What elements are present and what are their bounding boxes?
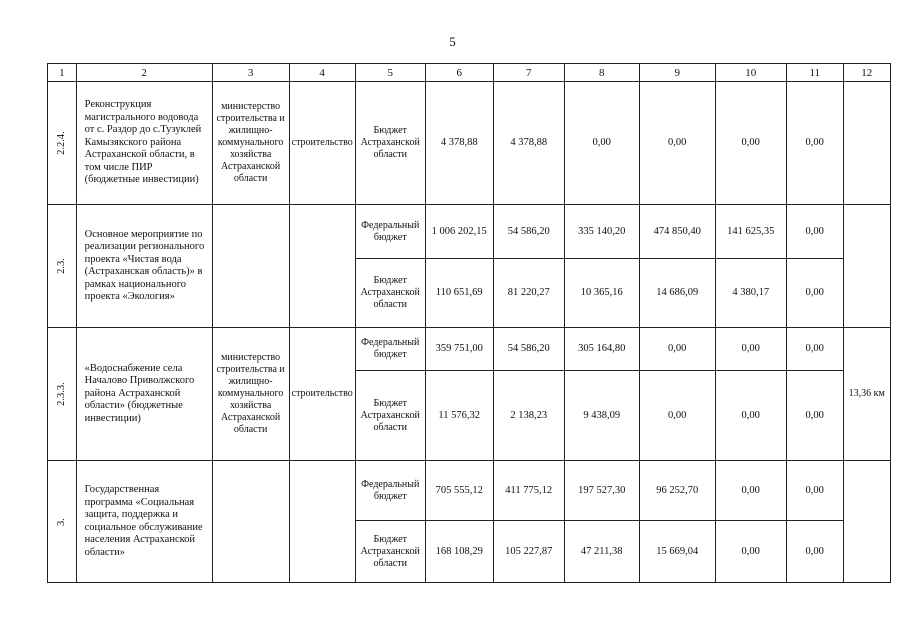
header-cell: 2 [76, 64, 212, 82]
header-cell: 5 [355, 64, 425, 82]
value-cell: 81 220,27 [493, 259, 564, 328]
value-cell: 0,00 [639, 328, 715, 371]
funding-source: Федеральный бюджет [355, 205, 425, 259]
value-cell: 4 380,17 [715, 259, 786, 328]
length-value: 13,36 км [843, 328, 890, 461]
value-cell: 0,00 [715, 461, 786, 521]
executor: министерство строительства и жилищно-коммунального хозяйства Астраханской области [212, 328, 289, 461]
funding-source: Федеральный бюджет [355, 328, 425, 371]
table-row [48, 205, 891, 259]
value-cell: 168 108,29 [425, 521, 493, 583]
value-cell: 9 438,09 [564, 371, 639, 461]
value-cell: 96 252,70 [639, 461, 715, 521]
value-cell: 0,00 [786, 521, 843, 583]
value-cell: 2 138,23 [493, 371, 564, 461]
value-cell: 10 365,16 [564, 259, 639, 328]
funding-source: Бюджет Астраханской области [355, 521, 425, 583]
value-cell: 0,00 [786, 328, 843, 371]
item-name: Государственная программа «Социальная защита, поддержка и социальное обслуживание населения Астраханской области» [76, 461, 212, 583]
work-type: строительство [289, 328, 355, 461]
value-cell: 54 586,20 [493, 328, 564, 371]
value-cell: 47 211,38 [564, 521, 639, 583]
value-cell: 305 164,80 [564, 328, 639, 371]
value-cell: 359 751,00 [425, 328, 493, 371]
executor [212, 205, 289, 328]
value-cell: 197 527,30 [564, 461, 639, 521]
value-cell: 705 555,12 [425, 461, 493, 521]
row-code: 3. [55, 517, 67, 526]
item-name: Реконструкция магистрального водовода от с. Раздор до с.Тузуклей Камызякского района Астраханской области, в том числе ПИР (бюджетные инвестиции) [76, 82, 212, 205]
value-cell: 0,00 [786, 371, 843, 461]
value-cell: 335 140,20 [564, 205, 639, 259]
header-row [48, 64, 891, 82]
value-cell: 0,00 [786, 205, 843, 259]
header-cell: 10 [715, 64, 786, 82]
header-cell: 8 [564, 64, 639, 82]
funding-source: Бюджет Астраханской области [355, 259, 425, 328]
value-cell: 0,00 [715, 521, 786, 583]
funding-source: Бюджет Астраханской области [355, 82, 425, 205]
value-cell: 0,00 [715, 371, 786, 461]
value-cell: 0,00 [564, 82, 639, 205]
header-cell: 4 [289, 64, 355, 82]
header-cell: 9 [639, 64, 715, 82]
value-cell: 0,00 [639, 371, 715, 461]
item-name: Основное мероприятие по реализации регионального проекта «Чистая вода (Астраханская область)» в рамках национального проекта «Экология» [76, 205, 212, 328]
work-type [289, 461, 355, 583]
value-cell: 0,00 [786, 82, 843, 205]
value-cell: 0,00 [786, 461, 843, 521]
header-cell: 7 [493, 64, 564, 82]
header-cell: 11 [786, 64, 843, 82]
page-number: 5 [449, 34, 456, 49]
value-cell: 4 378,88 [493, 82, 564, 205]
work-type [289, 205, 355, 328]
value-cell: 105 227,87 [493, 521, 564, 583]
value-cell: 411 775,12 [493, 461, 564, 521]
value-cell: 11 576,32 [425, 371, 493, 461]
value-cell: 14 686,09 [639, 259, 715, 328]
value-cell: 0,00 [715, 82, 786, 205]
executor [212, 461, 289, 583]
work-type: строительство [289, 82, 355, 205]
funding-source: Бюджет Астраханской области [355, 371, 425, 461]
value-cell: 141 625,35 [715, 205, 786, 259]
value-cell: 4 378,88 [425, 82, 493, 205]
header-cell: 1 [48, 64, 77, 82]
table-row [48, 461, 891, 521]
row-code: 2.3. [55, 258, 67, 274]
value-cell: 0,00 [639, 82, 715, 205]
row-code: 2.2.4. [55, 131, 67, 155]
value-cell: 1 006 202,15 [425, 205, 493, 259]
item-name: «Водоснабжение села Началово Приволжского района Астраханской области» (бюджетные инвестиции) [76, 328, 212, 461]
value-cell: 474 850,40 [639, 205, 715, 259]
table-row [48, 82, 891, 205]
value-cell: 15 669,04 [639, 521, 715, 583]
table-row [48, 328, 891, 371]
header-cell: 6 [425, 64, 493, 82]
row-code: 2.3.3. [55, 382, 67, 406]
value-cell: 0,00 [786, 259, 843, 328]
value-cell: 110 651,69 [425, 259, 493, 328]
executor: министерство строительства и жилищно-коммунального хозяйства Астраханской области [212, 82, 289, 205]
header-cell: 12 [843, 64, 890, 82]
budget-table [47, 63, 891, 583]
value-cell: 0,00 [715, 328, 786, 371]
funding-source: Федеральный бюджет [355, 461, 425, 521]
value-cell: 54 586,20 [493, 205, 564, 259]
header-cell: 3 [212, 64, 289, 82]
